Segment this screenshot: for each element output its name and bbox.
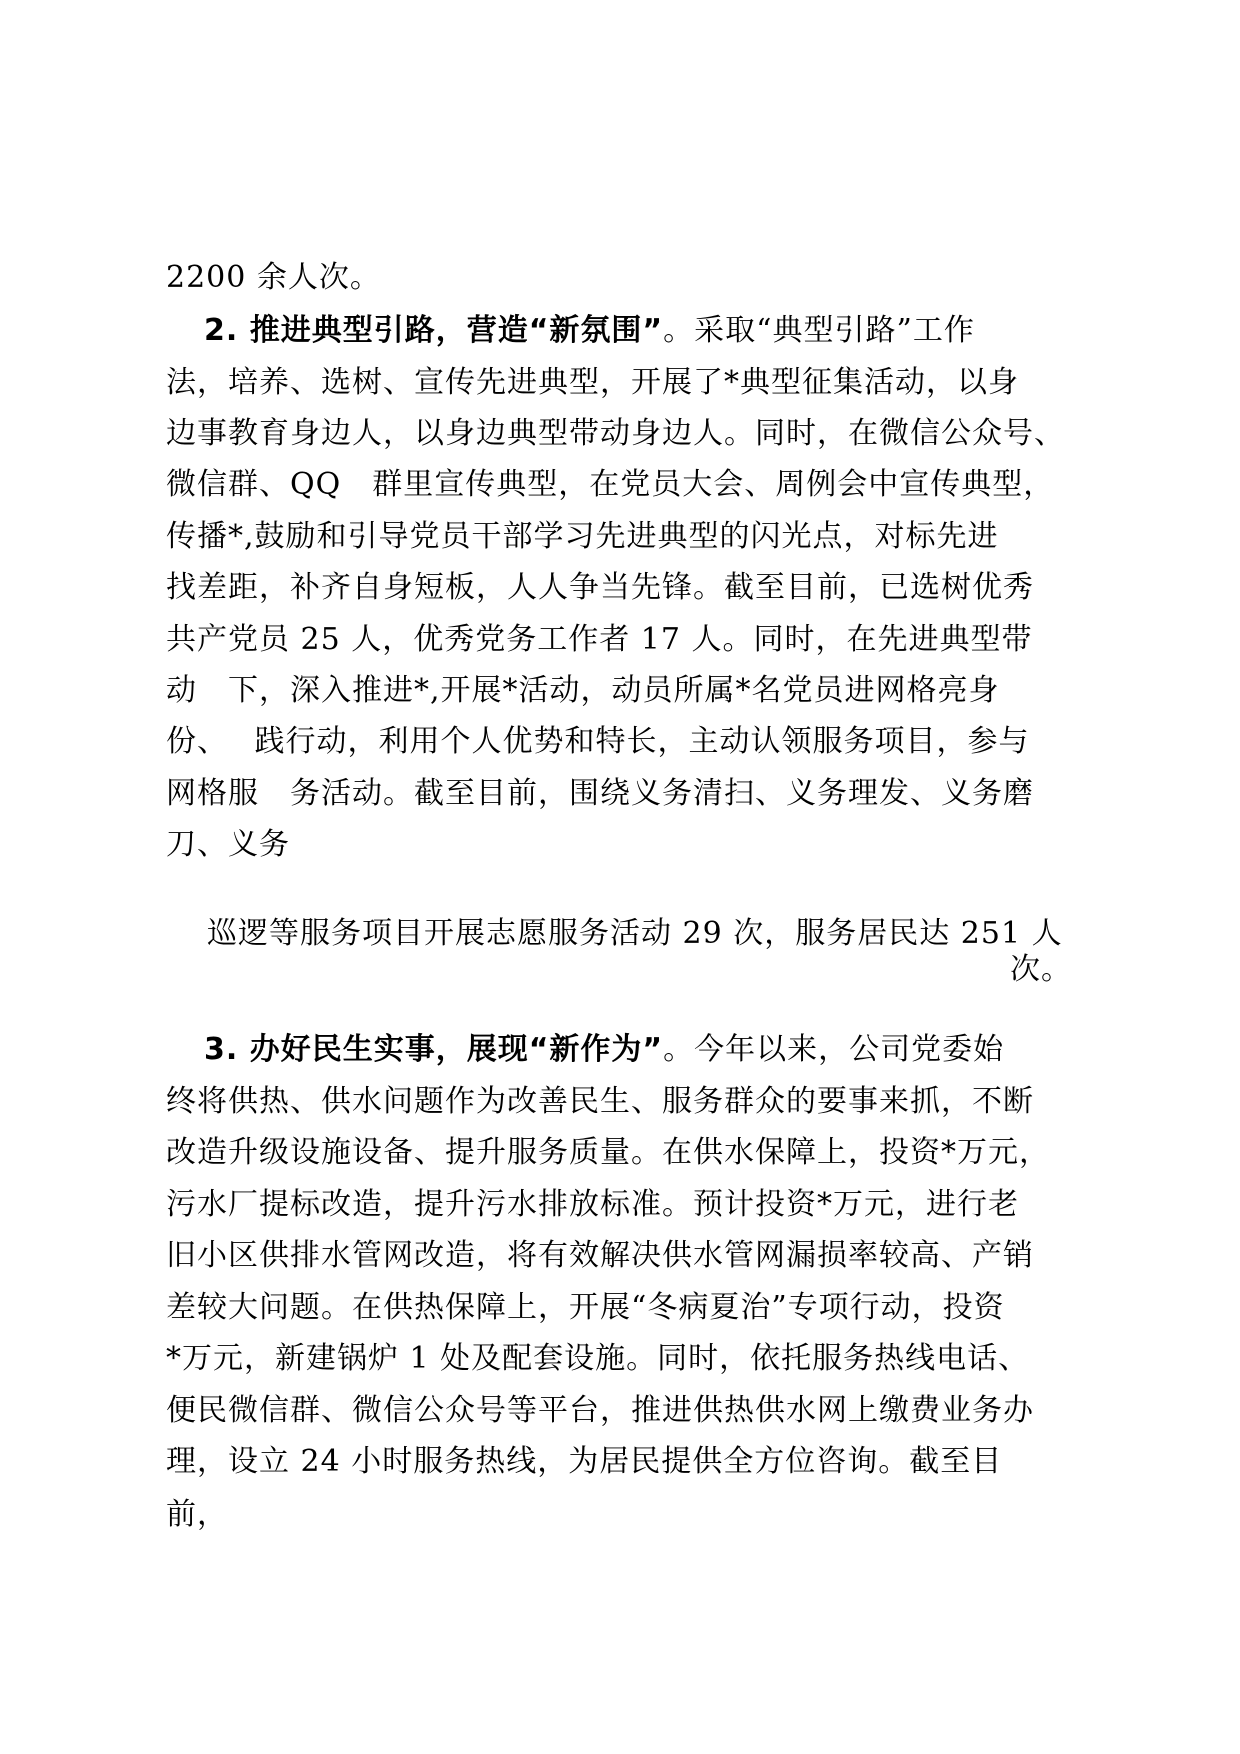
text-span: 。采取“典型引路”工作 [663,313,975,348]
text-line: 污水厂提标改造，提升污水排放标准。预计投资*万元，进行老 [166,1187,1019,1222]
text-line: 边事教育身边人，以身边典型带动身边人。同时，在微信公众号、 [166,416,1065,451]
text-line: 理，设立 24 小时服务热线，为居民提供全方位咨询。截至目 [166,1444,1003,1479]
text-line: 2200 余人次。 [166,260,381,295]
section-heading-3: 3. 办好民生实事，展现“新作为” [204,1032,664,1067]
text-line: 法，培养、选树、宣传先进典型，开展了*典型征集活动，以身 [166,365,1019,400]
text-line: 微信群、QQ 群里宣传典型，在党员大会、周例会中宣传典型， [166,467,1055,502]
paragraph-3-first-line [204,1030,1004,1070]
text-line: 次。 [1010,952,1072,987]
paragraph-2-first-line [204,311,975,351]
text-line: 差较大问题。在供热保障上，开展“冬病夏治”专项行动，投资 [166,1290,1005,1325]
text-line: 找差距，补齐自身短板，人人争当先锋。截至目前，已选树优秀 [166,570,1034,605]
text-line: 前， [166,1497,228,1532]
text-line: 传播*,鼓励和引导党员干部学习先进典型的闪光点，对标先进 [166,519,999,554]
text-line: 便民微信群、微信公众号等平台，推进供热供水网上缴费业务办 [166,1393,1034,1428]
text-line: 改造升级设施设备、提升服务质量。在供水保障上，投资*万元， [166,1135,1050,1170]
text-line: 巡逻等服务项目开展志愿服务活动 29 次，服务居民达 251 人 [207,916,1063,951]
text-span: 。今年以来，公司党委始 [663,1032,1005,1067]
text-line: 网格服 务活动。截至目前，围绕义务清扫、义务理发、义务磨 [166,776,1034,811]
text-line: *万元，新建锅炉 1 处及配套设施。同时，依托服务热线电话、 [166,1341,1030,1376]
text-line: 终将供热、供水问题作为改善民生、服务群众的要事来抓，不断 [166,1084,1034,1119]
text-line: 动 下，深入推进*,开展*活动，动员所属*名党员进网格亮身 [166,673,1000,708]
section-heading-2: 2. 推进典型引路，营造“新氛围” [204,313,664,348]
text-line: 共产党员 25 人，优秀党务工作者 17 人。同时，在先进典型带 [166,622,1033,657]
text-line: 刀、义务 [166,827,290,862]
text-line: 旧小区供排水管网改造，将有效解决供水管网漏损率较高、产销 [166,1238,1034,1273]
text-line: 份、 践行动，利用个人优势和特长，主动认领服务项目，参与 [166,724,1030,759]
